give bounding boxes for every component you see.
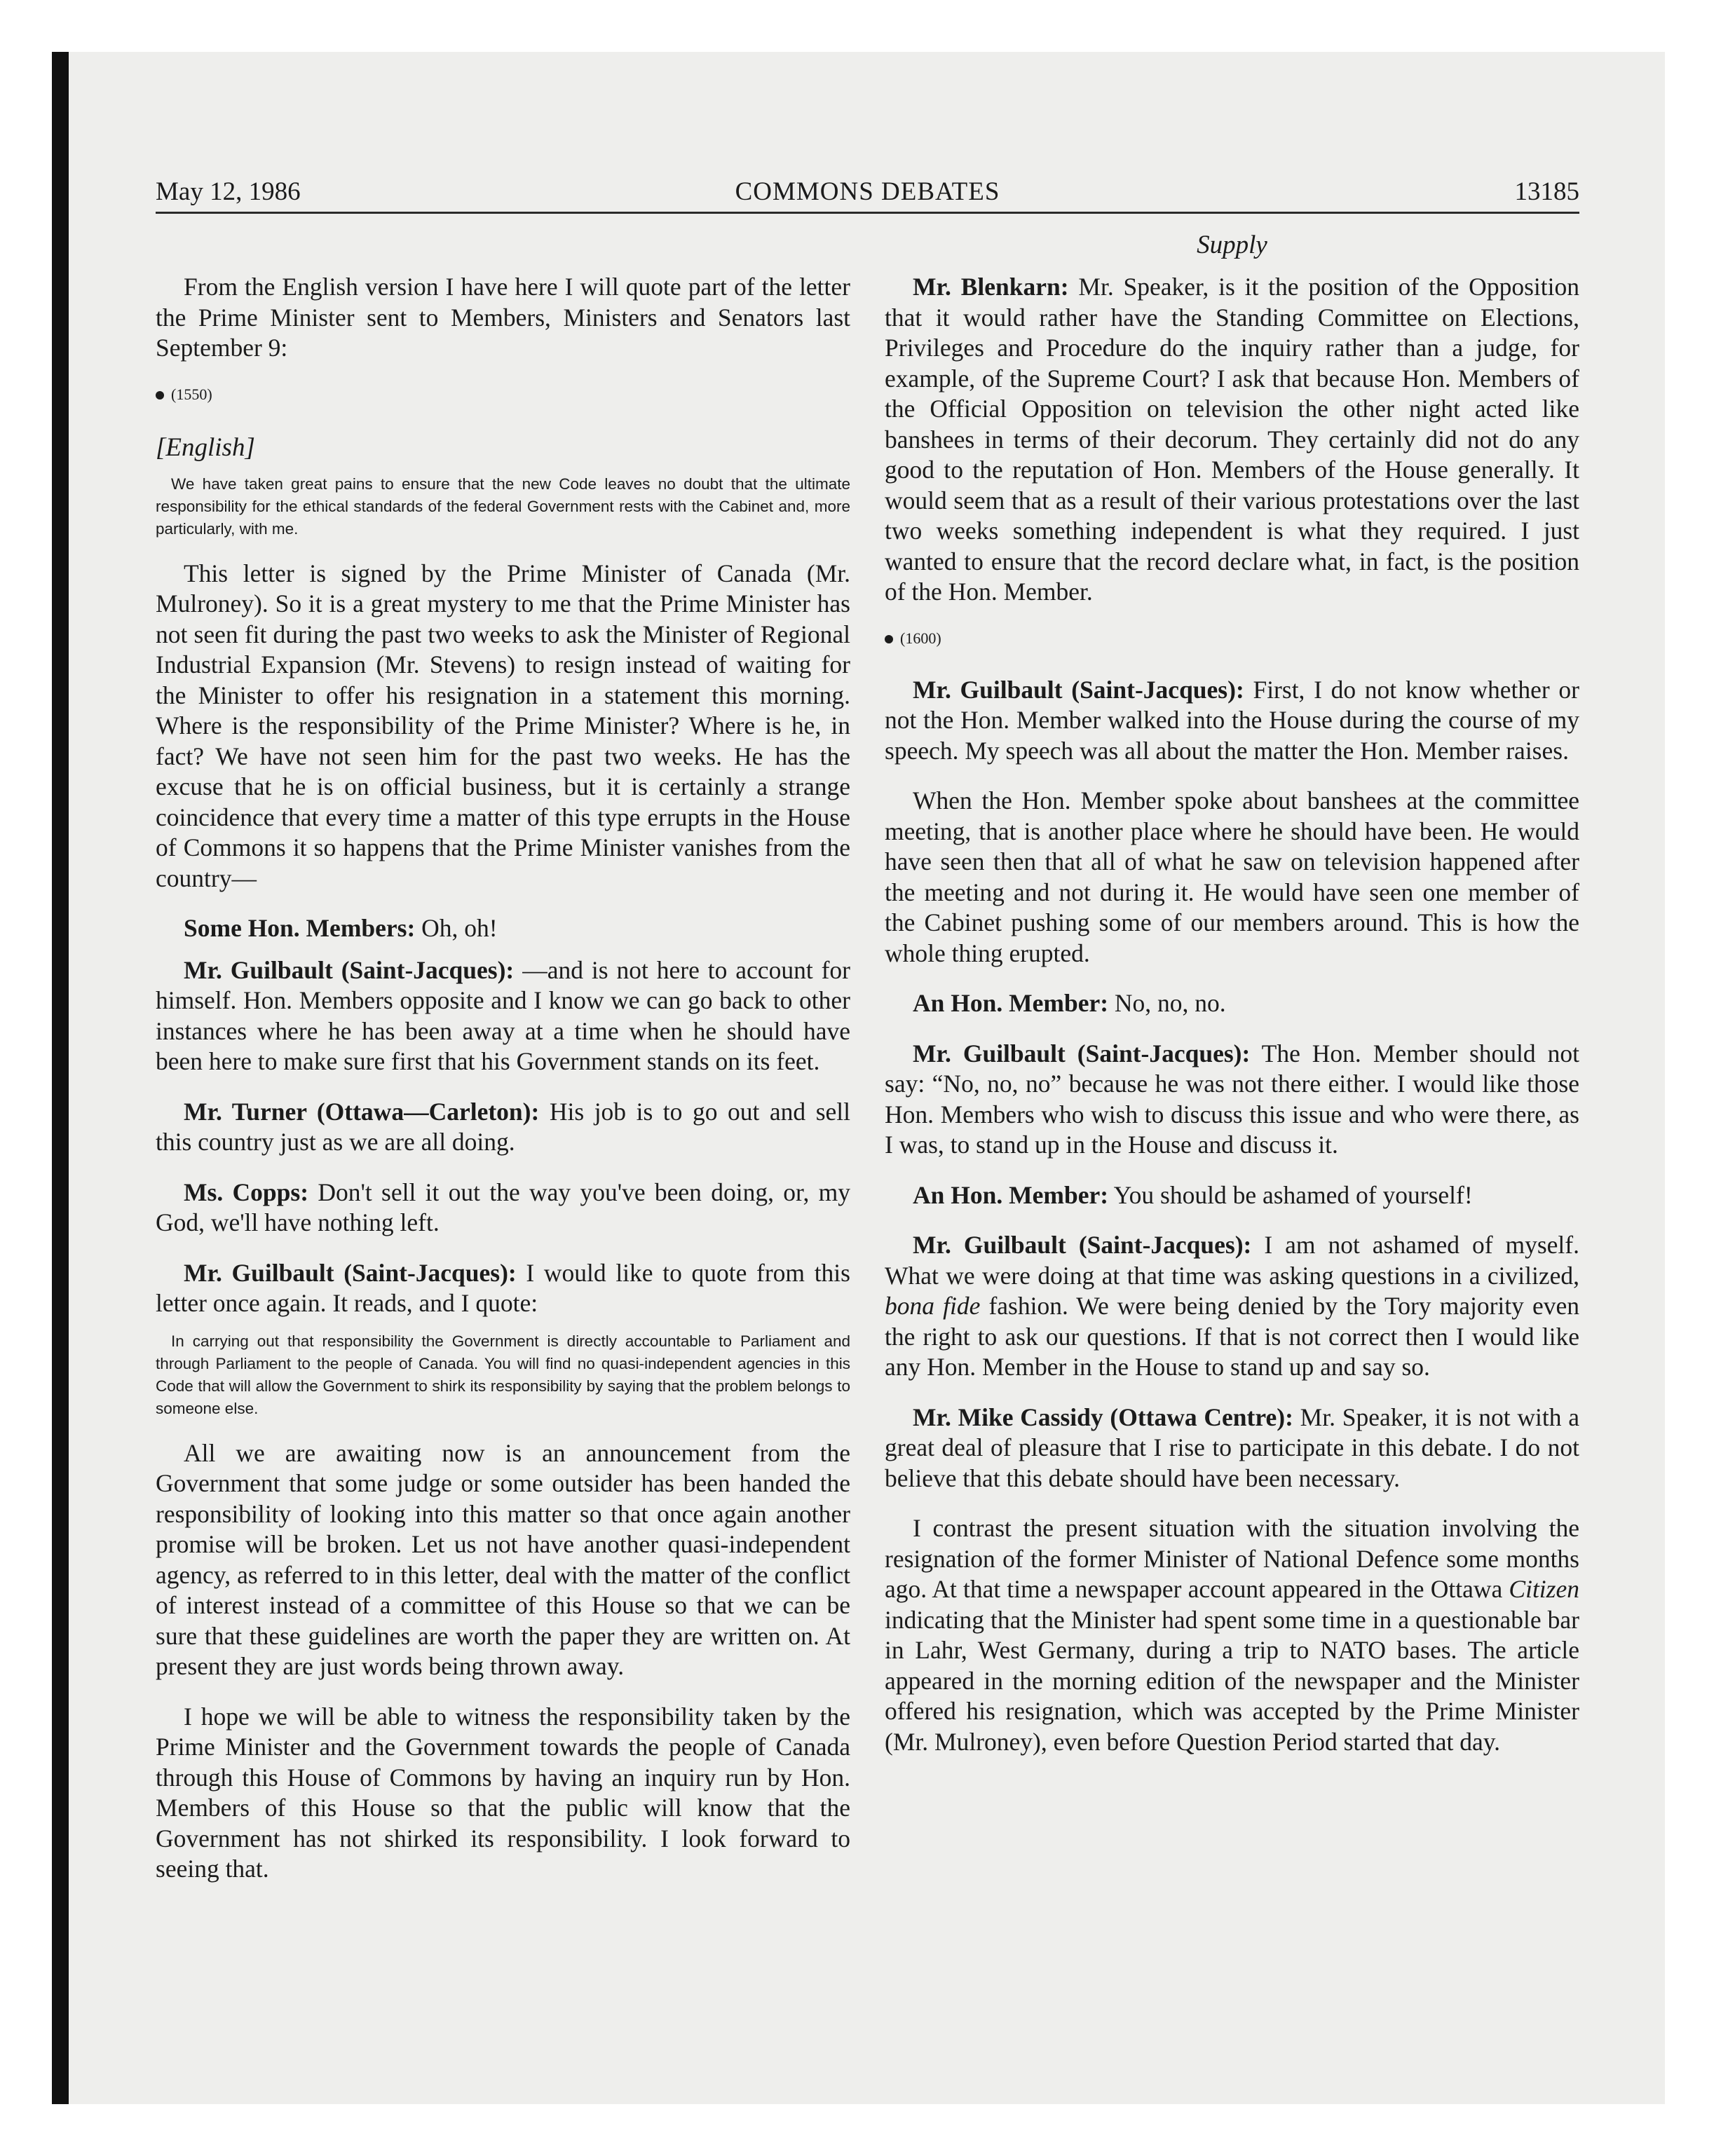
speech-text: Oh, oh! xyxy=(415,914,498,942)
speech-text-italic: bona fide xyxy=(885,1292,981,1320)
speech xyxy=(885,675,1579,767)
speaker-name: Mr. Guilbault (Saint-Jacques): xyxy=(184,955,515,984)
right-column xyxy=(885,272,1579,1777)
speaker-name: Mr. Blenkarn: xyxy=(913,273,1069,301)
paragraph: This letter is signed by the Prime Minister of Canada (Mr. Mulroney). So it is a great mystery to me that the Prime Minister has not seen fit during the past two weeks to ask the Minister of Regional Industrial Expansion (Mr. Stevens) to resign instead of waiting for the Minister to offer his resignation in a statement this morning. Where is the responsibility of the Prime Minister? Where is he, in fact? We have not seen him for the past two weeks. He has the excuse that he is on official business, but it is certainly a strange coincidence that every time a matter of this type errupts in the House of Commons it so happens that the Prime Minister vanishes from the country— xyxy=(156,559,850,892)
time-marker xyxy=(885,627,1579,650)
speech xyxy=(885,272,1579,608)
time-marker-label: (1600) xyxy=(900,629,941,647)
paragraph: From the English version I have here I will quote part of the letter the Prime Minister sent to Members, Ministers and Senators last September 9: xyxy=(156,273,850,362)
speaker-name: Some Hon. Members: xyxy=(184,914,416,942)
speech xyxy=(885,1039,1579,1161)
time-marker xyxy=(156,383,850,406)
speech xyxy=(156,1097,850,1158)
time-marker-label: (1550) xyxy=(171,385,212,403)
speaker-name: Mr. Guilbault (Saint-Jacques): xyxy=(913,1039,1251,1067)
speaker-name: Mr. Guilbault (Saint-Jacques): xyxy=(913,675,1244,704)
paragraph xyxy=(885,1513,1579,1757)
newspaper-name: Citizen xyxy=(1509,1575,1579,1603)
speech-text: The Hon. Member should not say: “No, no, no” because he was not there either. I would like those Hon. Members who wish to discuss this issue and who were there, as I was, to stand up in the House and discuss it. xyxy=(885,1039,1579,1159)
bullet-icon xyxy=(156,391,164,400)
speaker-name: Mr. Guilbault (Saint-Jacques): xyxy=(184,1258,517,1287)
speech xyxy=(885,1180,1579,1211)
section-title: Supply xyxy=(1197,231,1267,259)
speech xyxy=(885,1403,1579,1494)
speech-text: Don't sell it out the way you've been doing, or, my God, we'll have nothing left. xyxy=(156,1178,850,1236)
speech-text: —and is not here to account for himself. Hon. Members opposite and I know we can go back to other instances where he has been away at a time when he should have been here to make sure first that his Government stands on its feet. xyxy=(156,955,850,1075)
header-title: COMMONS DEBATES xyxy=(735,177,1000,206)
speech-text: I would like to quote from this letter once again. It reads, and I quote: xyxy=(156,1258,850,1317)
paragraph: All we are awaiting now is an announcement from the Government that some judge or some outsider has been handed the responsibility of looking into this matter so that once again another promise will be broken. Let us not have another quasi-independent agency, as referred to in this letter, deal with the matter of the conflict of interest instead of a committee of this House so that we can be sure that these guidelines are worth the paper they are written on. At present they are just words being thrown away. xyxy=(156,1438,850,1680)
speech xyxy=(156,913,850,944)
block-quote: In carrying out that responsibility the Government is directly accountable to Parliament and through Parliament to the people of Canada. You will find no quasi-independent agencies in this Code that will allow the Government to shirk its responsibility by saying that the problem belongs to someone else. xyxy=(156,1332,850,1417)
speech xyxy=(885,1230,1579,1383)
speaker-name: Mr. Guilbault (Saint-Jacques): xyxy=(913,1231,1252,1259)
speaker-name: An Hon. Member: xyxy=(913,989,1109,1017)
page-header xyxy=(156,172,1579,214)
speaker-name: Mr. Mike Cassidy (Ottawa Centre): xyxy=(913,1403,1293,1431)
speech-text: I am not ashamed of myself. What we were doing at that time was asking questions in a civilized, xyxy=(885,1231,1579,1290)
speech-text: fashion. We were being denied by the Tory majority even the right to ask our questions. If that is not correct then I would like any Hon. Member in the House to stand up and say so. xyxy=(885,1292,1580,1381)
speech-text: First, I do not know whether or not the Hon. Member walked into the House during the course of my speech. My speech was all about the matter the Hon. Member raises. xyxy=(885,675,1579,765)
language-label: [English] xyxy=(156,432,255,462)
speech-text: Mr. Speaker, it is not with a great deal of pleasure that I rise to participate in this debate. I do not believe that this debate should have been necessary. xyxy=(885,1403,1579,1492)
block-quote: We have taken great pains to ensure that the new Code leaves no doubt that the ultimate responsibility for the ethical standards of the federal Government rests with the Cabinet and, more particularly, with me. xyxy=(156,475,850,538)
header-date: May 12, 1986 xyxy=(156,177,301,206)
left-column xyxy=(156,272,850,1904)
header-page-number: 13185 xyxy=(1514,177,1579,206)
speech xyxy=(156,1178,850,1239)
speaker-name: An Hon. Member: xyxy=(913,1180,1109,1209)
speech-text: His job is to go out and sell this country just as we are all doing. xyxy=(156,1097,850,1156)
paragraph: I hope we will be able to witness the responsibility taken by the Prime Minister and the Government towards the people of Canada through this House of Commons by having an inquiry run by Hon. Members of this House so that the public will know that the Government has not shirked its responsibility. I look forward to seeing that. xyxy=(156,1702,850,1883)
bullet-icon xyxy=(885,635,893,643)
speech-text: You should be ashamed of yourself! xyxy=(1108,1180,1473,1209)
speech xyxy=(156,955,850,1077)
speaker-name: Mr. Turner (Ottawa—Carleton): xyxy=(184,1097,540,1126)
speech-text: Mr. Speaker, is it the position of the Opposition that it would rather have the Standing Committee on Elections, Privileges and Procedure do the inquiry rather than a judge, for example, of the Supreme Court? I ask that because Hon. Members of the Official Opposition on television the other night acted like banshees in terms of their decorum. They certainly did not do any good to the reputation of Hon. Members of the House generally. It would seem that as a result of their various protestations over the last two weeks something independent is what they required. I just wanted to ensure that the record declare what, in fact, is the position of the Hon. Member. xyxy=(885,273,1579,606)
speech xyxy=(156,1258,850,1319)
paragraph-text: indicating that the Minister had spent some time in a questionable bar in Lahr, West Germany, during a trip to NATO bases. The article appeared in the morning edition of the newspaper and the Minister offered his resignation, which was accepted by the Prime Minister (Mr. Mulroney), even before Question Period started that day. xyxy=(885,1605,1579,1756)
paragraph-text: I contrast the present situation with the situation involving the resignation of the former Minister of National Defence some months ago. At that time a newspaper account appeared in the Ottawa xyxy=(885,1514,1579,1603)
speaker-name: Ms. Copps: xyxy=(184,1178,309,1206)
speech xyxy=(885,988,1579,1019)
speech-text: No, no, no. xyxy=(1108,989,1226,1017)
scan-edge-shadow xyxy=(52,52,69,2104)
paragraph: When the Hon. Member spoke about banshees at the committee meeting, that is another place where he should have been. He would have seen then that all of what he saw on television happened after the meeting and not during it. He would have seen one member of the Cabinet pushing some of our members around. This is how the whole thing erupted. xyxy=(885,786,1579,967)
